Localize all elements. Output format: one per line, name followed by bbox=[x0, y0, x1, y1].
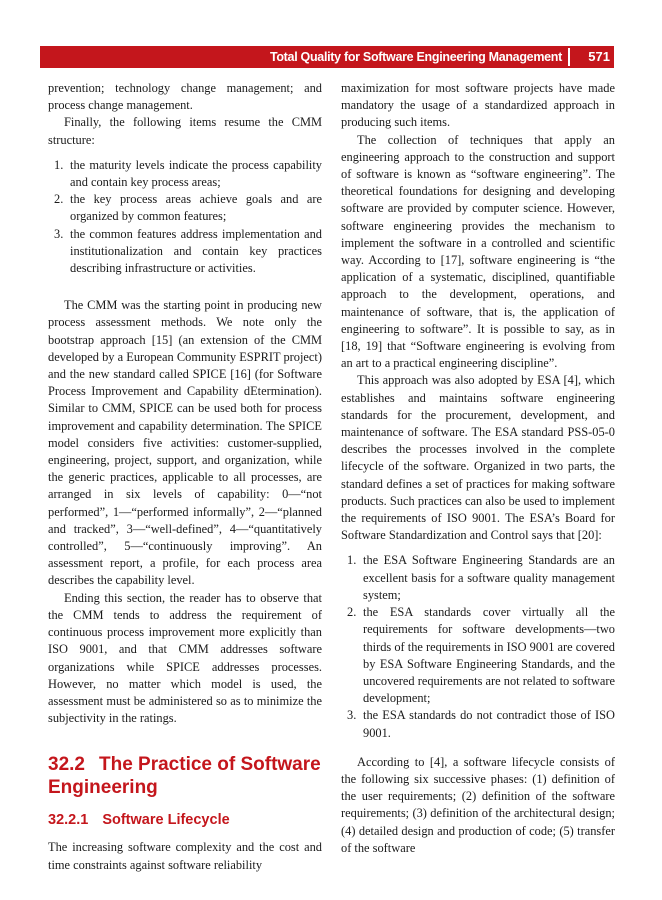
list-item bbox=[341, 707, 615, 741]
list-item bbox=[341, 552, 615, 604]
paragraph: According to [4], a software lifecycle consists of the following six successive phases: (1) definition of the user requirements; (2) definition of the software requirements; (3) definition of the architectural design; (4) detailed design and production of code; (5) transfer of the software bbox=[341, 754, 615, 855]
section-number: 32.2 bbox=[48, 754, 85, 776]
list-item bbox=[48, 191, 322, 225]
list-number: 3. bbox=[347, 708, 357, 723]
list-number: 1. bbox=[54, 157, 64, 172]
section-title: The Practice of Software Engineering bbox=[48, 754, 321, 799]
list-item-text: the maturity levels indicate the process capability and contain key process areas; bbox=[70, 157, 322, 190]
list-item-text: the ESA standards do not contradict those of ISO 9001. bbox=[363, 708, 615, 740]
right-column bbox=[341, 80, 615, 857]
list-item-text: the key process areas achieve goals and are organized by common features; bbox=[70, 192, 322, 224]
running-title: Total Quality for Software Engineering Management bbox=[269, 50, 562, 64]
list-item bbox=[341, 604, 615, 707]
subsection-number: 32.2.1 bbox=[48, 812, 89, 829]
paragraph: prevention; technology change management; and process change management. bbox=[48, 81, 322, 113]
header-separator bbox=[568, 48, 570, 66]
left-column bbox=[48, 80, 322, 874]
list-item bbox=[48, 226, 322, 278]
paragraph: The increasing software complexity and the cost and time constraints against software reliability bbox=[48, 840, 322, 872]
list-number: 1. bbox=[347, 553, 357, 568]
page-number: 571 bbox=[588, 49, 610, 64]
paragraph: Ending this section, the reader has to observe that the CMM tends to address the requirement of continuous process improvement more explicitly than ISO 9001, and that CMM addresses software organizations while SPICE addresses processes. However, no matter which model is used, the assessment must be administered so as to minimize the subjectivity in the ratings. bbox=[48, 590, 322, 726]
subsection-title: Software Lifecycle bbox=[102, 812, 230, 829]
numbered-list bbox=[341, 552, 615, 741]
paragraph: This approach was also adopted by ESA [4], which establishes and maintains software engineering standards for the procurement, development, and maintenance of software. The ESA standard PSS-05-0 describes the processes involved in the complete lifecycle of the software. Organized in two parts, the standard defines a set of practices for making software products. Such practices can also be used to implement the requirements of ISO 9001. The ESA’s Board for Software Standardization and Control says that [20]: bbox=[341, 373, 615, 543]
subsection-heading bbox=[48, 811, 322, 829]
paragraph: Finally, the following items resume the CMM structure: bbox=[48, 115, 322, 147]
list-item-text: the common features address implementation and institutionalization and contain key practices describing infrastructure or activities. bbox=[70, 226, 322, 276]
list-number: 3. bbox=[54, 226, 64, 241]
list-item-text: the ESA standards cover virtually all the requirements for software developments—two thirds of the requirements in ISO 9001 are covered by ESA Software Engineering Standards, and the uncovered requirements are not related to software development; bbox=[363, 605, 615, 706]
paragraph: maximization for most software projects have made mandatory the usage of a standardized approach in producing such items. bbox=[341, 81, 615, 130]
paragraph: The collection of techniques that apply an engineering approach to the construction and support of software is known as “software engineering”. The theoretical foundations for designing and developing software are provided by computer science. However, software engineering provides the mechanism to implement the software in a controlled and scientific way. According to [17], software engineering is “the application of a systematic, disciplined, quantifiable approach to the development, operations, and maintenance of software, that is, the application of engineering to software”. It is possible to say, as in [18, 19] that “Software engineering is evolving from an art to a practical engineering discipline”. bbox=[341, 132, 615, 371]
list-number: 2. bbox=[54, 192, 64, 207]
list-item-text: the ESA Software Engineering Standards are an excellent basis for a software quality management system; bbox=[363, 553, 615, 602]
running-header bbox=[40, 46, 614, 68]
list-number: 2. bbox=[347, 605, 357, 620]
list-item bbox=[48, 157, 322, 191]
paragraph: The CMM was the starting point in producing new process assessment methods. We note only the bootstrap approach [15] (an extension of the CMM developed by a European Community ESPRIT project) and the new standard called SPICE [16] (for Software Process Improvement and Capability dEtermination). Similar to CMM, SPICE can be used both for process improvement and capability determination. The SPICE model considers five activities: customer-supplied, engineering, project, support, and organization, while the generic practices, applicable to all processes, are arranged in six levels of capability: 0—“not performed”, 1—“performed informally”, 2—“planned and tracked”, 3—“well-defined”, 4—“quantitatively controlled”, 5—“continuously improving”. An assessment report, a profile, for each process area describes the capability level. bbox=[48, 298, 322, 588]
numbered-list bbox=[48, 157, 322, 277]
section-heading bbox=[48, 753, 322, 799]
